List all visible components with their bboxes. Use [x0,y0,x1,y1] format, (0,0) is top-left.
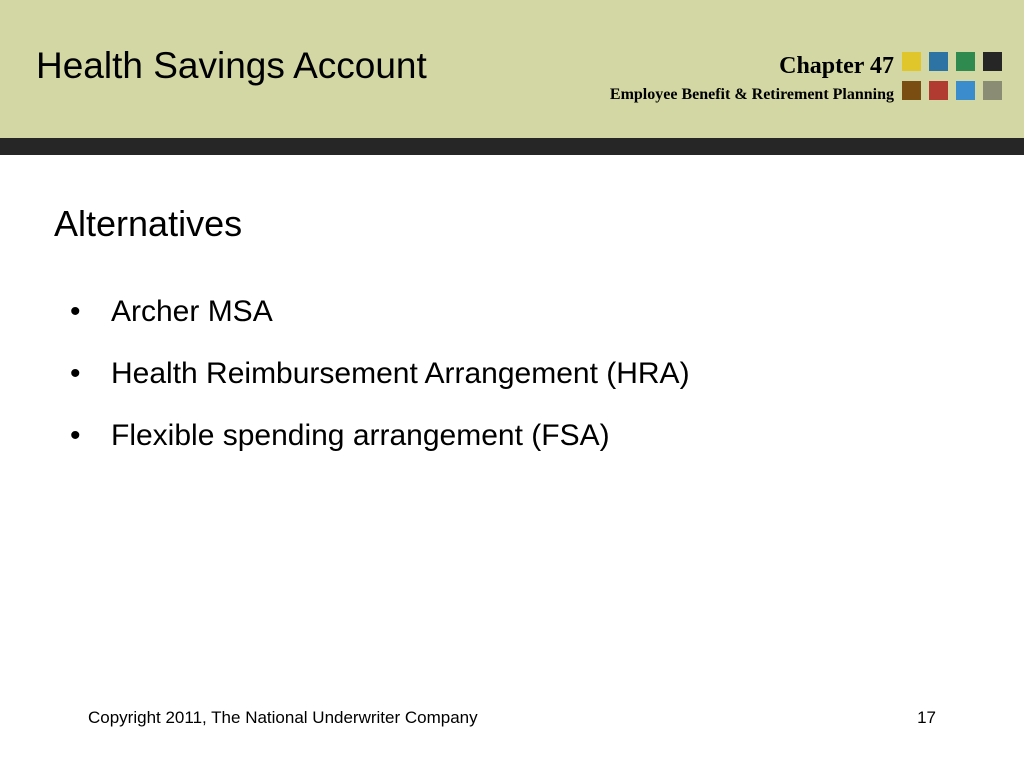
bullet-text: Health Reimbursement Arrangement (HRA) [111,357,690,390]
green-swatch [956,52,975,71]
red-swatch [929,81,948,100]
blue-swatch [929,52,948,71]
brown-swatch [902,81,921,100]
deck-title: Health Savings Account [36,45,427,86]
slide-heading: Alternatives [54,203,243,244]
light-blue-swatch [956,81,975,100]
chapter-title: Chapter 47 [779,53,894,79]
footer-copyright: Copyright 2011, The National Underwriter Company [88,708,478,727]
book-title: Employee Benefit & Retirement Planning [609,86,894,103]
bullet-text: Archer MSA [111,295,273,328]
color-swatch-grid [902,52,1006,104]
page-number: 17 [917,708,936,727]
bullet-dot: • [70,419,81,452]
bullet-dot: • [70,295,81,328]
bullet-text: Flexible spending arrangement (FSA) [111,419,610,452]
bullet-dot: • [70,357,81,390]
black-swatch [983,52,1002,71]
header-rule [0,138,1024,155]
gray-swatch [983,81,1002,100]
yellow-swatch [902,52,921,71]
